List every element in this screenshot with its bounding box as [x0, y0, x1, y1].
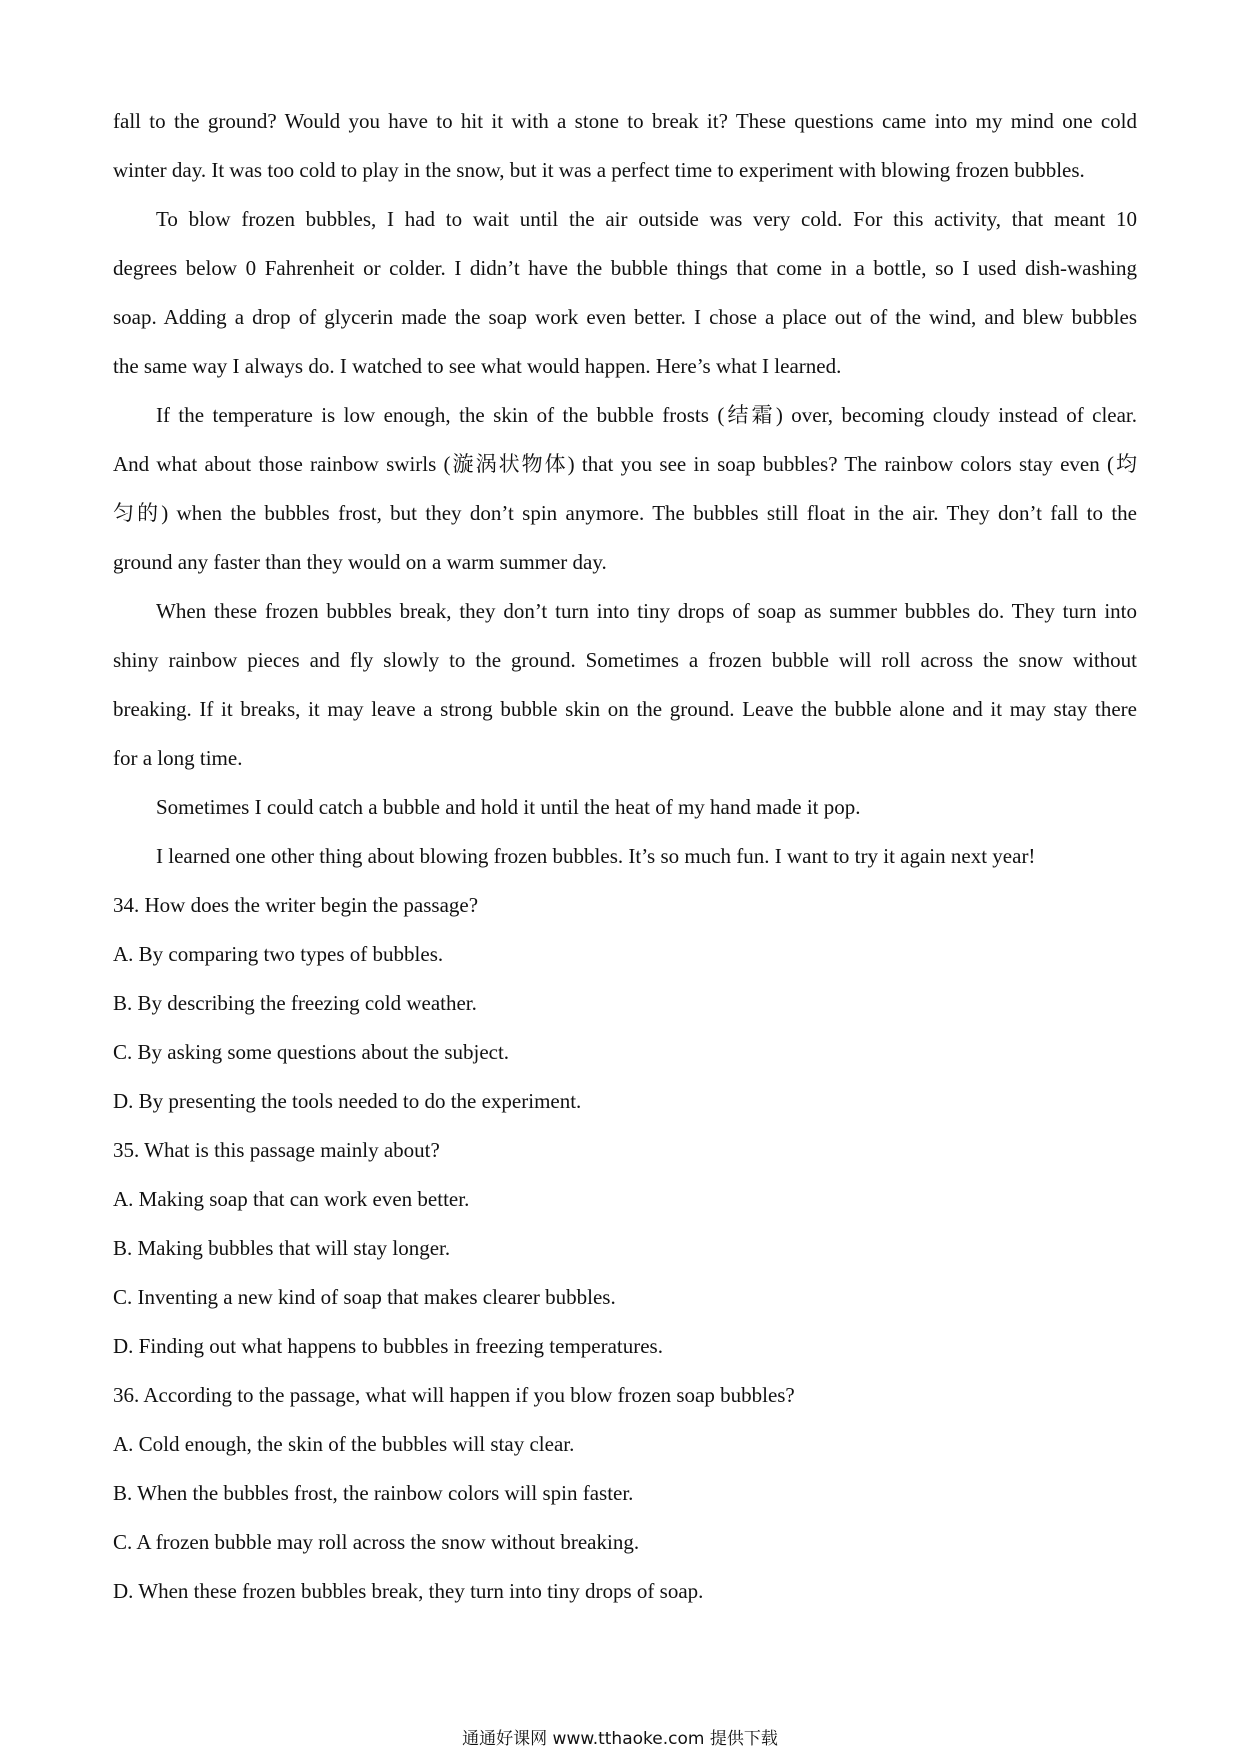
passage-line: 匀的) when the bubbles frost, but they don’t spin anymore. The bubbles still float in the air. They don’t fall to the — [113, 501, 1137, 525]
answer-option: D. When these frozen bubbles break, they turn into tiny drops of soap. — [113, 1579, 704, 1603]
page-footer: 通通好课网 www.tthaoke.com 提供下载 — [462, 1729, 778, 1749]
answer-option: B. When the bubbles frost, the rainbow colors will spin faster. — [113, 1481, 634, 1505]
answer-option: C. A frozen bubble may roll across the snow without breaking. — [113, 1530, 640, 1554]
answer-option: A. By comparing two types of bubbles. — [113, 942, 444, 966]
passage-line: And what about those rainbow swirls (漩涡状物体) that you see in soap bubbles? The rainbow colors stay even (均 — [113, 452, 1137, 476]
answer-option: B. By describing the freezing cold weather. — [113, 991, 477, 1015]
answer-option: C. By asking some questions about the subject. — [113, 1040, 510, 1064]
passage-line: the same way I always do. I watched to see what would happen. Here’s what I learned. — [113, 354, 842, 378]
passage-line: for a long time. — [113, 746, 243, 770]
question-stem: 36. According to the passage, what will happen if you blow frozen soap bubbles? — [113, 1383, 795, 1407]
answer-option: D. Finding out what happens to bubbles in freezing temperatures. — [113, 1334, 663, 1358]
passage-paragraph-4 — [113, 587, 1137, 783]
passage-line: If the temperature is low enough, the skin of the bubble frosts (结霜) over, becoming cloudy instead of clear. — [156, 403, 1137, 427]
answer-option: D. By presenting the tools needed to do the experiment. — [113, 1089, 582, 1113]
passage-paragraph-1 — [113, 97, 1137, 195]
page-content — [113, 97, 1137, 1616]
passage-paragraph-2 — [113, 195, 1137, 391]
passage-paragraph-5: Sometimes I could catch a bubble and hold it until the heat of my hand made it pop. — [156, 795, 861, 819]
question-stem: 35. What is this passage mainly about? — [113, 1138, 440, 1162]
passage-line: soap. Adding a drop of glycerin made the soap work even better. I chose a place out of the wind, and blew bubbles — [113, 305, 1137, 329]
question-35 — [113, 1126, 1137, 1371]
question-36 — [113, 1371, 1137, 1616]
passage-line: breaking. If it breaks, it may leave a strong bubble skin on the ground. Leave the bubble alone and it may stay there — [113, 697, 1137, 721]
passage-paragraph-3 — [113, 391, 1137, 587]
answer-option: C. Inventing a new kind of soap that makes clearer bubbles. — [113, 1285, 616, 1309]
passage-line: fall to the ground? Would you have to hit it with a stone to break it? These questions came into my mind one cold — [113, 109, 1137, 133]
passage-line: ground any faster than they would on a warm summer day. — [113, 550, 607, 574]
passage-line: winter day. It was too cold to play in the snow, but it was a perfect time to experiment with blowing frozen bubbles. — [113, 158, 1085, 182]
passage-line: To blow frozen bubbles, I had to wait until the air outside was very cold. For this activity, that meant 10 — [156, 207, 1137, 231]
passage-line: degrees below 0 Fahrenheit or colder. I didn’t have the bubble things that come in a bottle, so I used dish-washing — [113, 256, 1137, 280]
answer-option: A. Making soap that can work even better. — [113, 1187, 470, 1211]
passage-paragraph-6: I learned one other thing about blowing frozen bubbles. It’s so much fun. I want to try it again next year! — [156, 844, 1036, 868]
question-stem: 34. How does the writer begin the passage? — [113, 893, 479, 917]
answer-option: B. Making bubbles that will stay longer. — [113, 1236, 451, 1260]
passage-line: shiny rainbow pieces and fly slowly to the ground. Sometimes a frozen bubble will roll across the snow without — [113, 648, 1137, 672]
passage-line: When these frozen bubbles break, they don’t turn into tiny drops of soap as summer bubbles do. They turn into — [156, 599, 1137, 623]
answer-option: A. Cold enough, the skin of the bubbles will stay clear. — [113, 1432, 575, 1456]
question-34 — [113, 881, 1137, 1126]
